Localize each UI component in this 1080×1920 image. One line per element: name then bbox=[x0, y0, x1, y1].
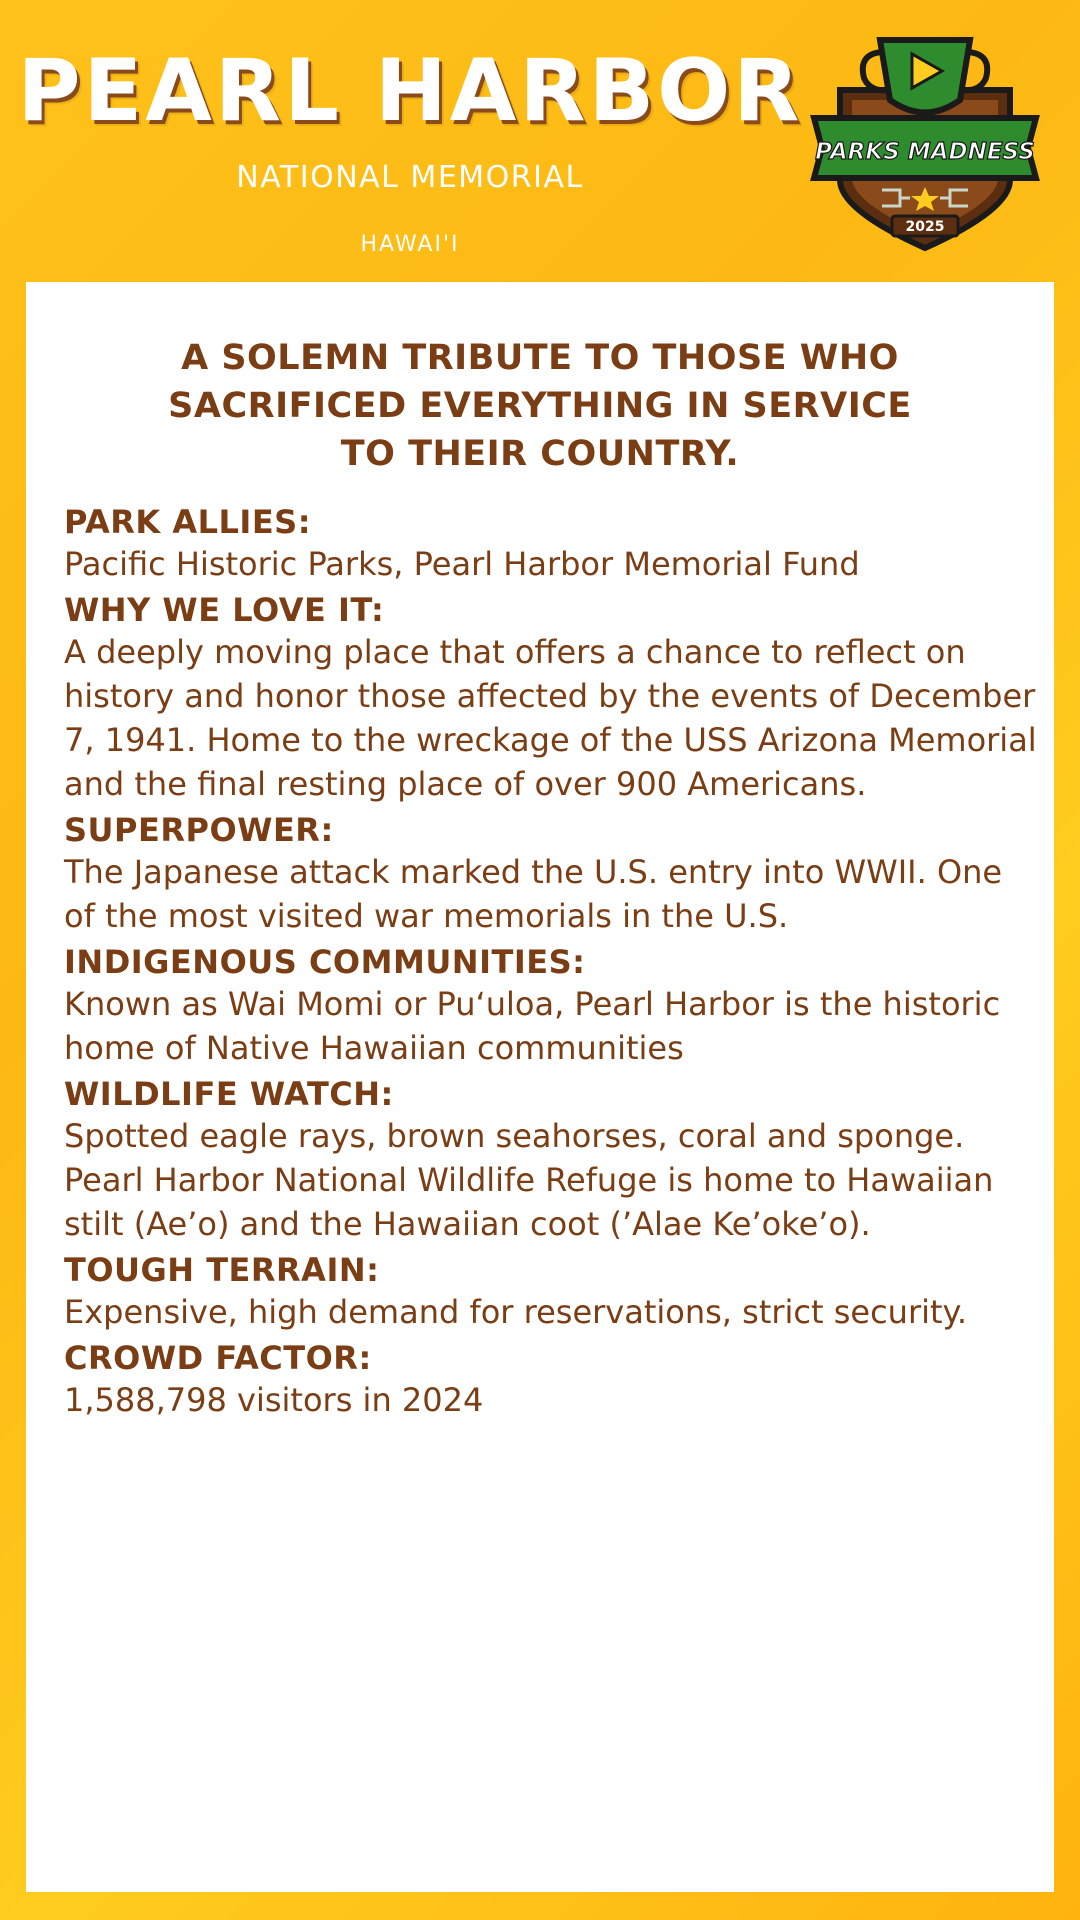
tagline-line: TO THEIR COUNTRY. bbox=[340, 434, 740, 474]
section-heading: SUPERPOWER: bbox=[64, 811, 334, 849]
section-body: The Japanese attack marked the U.S. entry into WWII. One of the most visited war memorials in the U.S. bbox=[64, 853, 1003, 935]
section-body: Expensive, high demand for reservations, strict security. bbox=[64, 1293, 968, 1331]
section-body: Spotted eagle rays, brown seahorses, coral and sponge. Pearl Harbor National Wildlife Refuge is home to Hawaiian stilt (Ae’o) and the Hawaiian coot (’Alae Ke’oke’o). bbox=[64, 1117, 994, 1243]
section-heading: PARK ALLIES: bbox=[64, 503, 312, 541]
page-title: PEARL HARBOR bbox=[17, 41, 803, 141]
tagline-line: SACRIFICED EVERYTHING IN SERVICE bbox=[168, 386, 912, 426]
section-body: Pacific Historic Parks, Pearl Harbor Memorial Fund bbox=[64, 545, 860, 583]
info-card bbox=[26, 282, 1054, 1892]
section-heading: WHY WE LOVE IT: bbox=[64, 591, 385, 629]
section-crowd-factor bbox=[64, 1338, 1039, 1422]
section-heading: WILDLIFE WATCH: bbox=[64, 1075, 394, 1113]
section-why-we-love-it bbox=[64, 590, 1039, 806]
card-content bbox=[64, 502, 1039, 1426]
section-wildlife-watch bbox=[64, 1074, 1039, 1246]
section-tough-terrain bbox=[64, 1250, 1039, 1334]
section-heading: INDIGENOUS COMMUNITIES: bbox=[64, 943, 586, 981]
section-heading: TOUGH TERRAIN: bbox=[64, 1251, 380, 1289]
section-body: Known as Wai Momi or Pu‘uloa, Pearl Harbor is the historic home of Native Hawaiian communities bbox=[64, 985, 1001, 1067]
tagline-line: A SOLEMN TRIBUTE TO THOSE WHO bbox=[181, 338, 899, 378]
logo-year: 2025 bbox=[905, 219, 945, 235]
section-body: 1,588,798 visitors in 2024 bbox=[64, 1381, 484, 1419]
section-indigenous-communities bbox=[64, 942, 1039, 1070]
section-superpower bbox=[64, 810, 1039, 938]
parks-madness-logo bbox=[810, 30, 1040, 255]
logo-text: PARKS MADNESS bbox=[815, 139, 1035, 165]
section-heading: CROWD FACTOR: bbox=[64, 1339, 372, 1377]
location-label: HAWAI'I bbox=[360, 232, 460, 257]
section-body: A deeply moving place that offers a chance to reflect on history and honor those affected by the events of December 7, 1941. Home to the wreckage of the USS Arizona Memorial and the final resting place of over 900 Americans. bbox=[64, 633, 1037, 803]
section-park-allies bbox=[64, 502, 1039, 586]
page-subtitle: NATIONAL MEMORIAL bbox=[236, 160, 584, 195]
tagline bbox=[26, 334, 1054, 478]
